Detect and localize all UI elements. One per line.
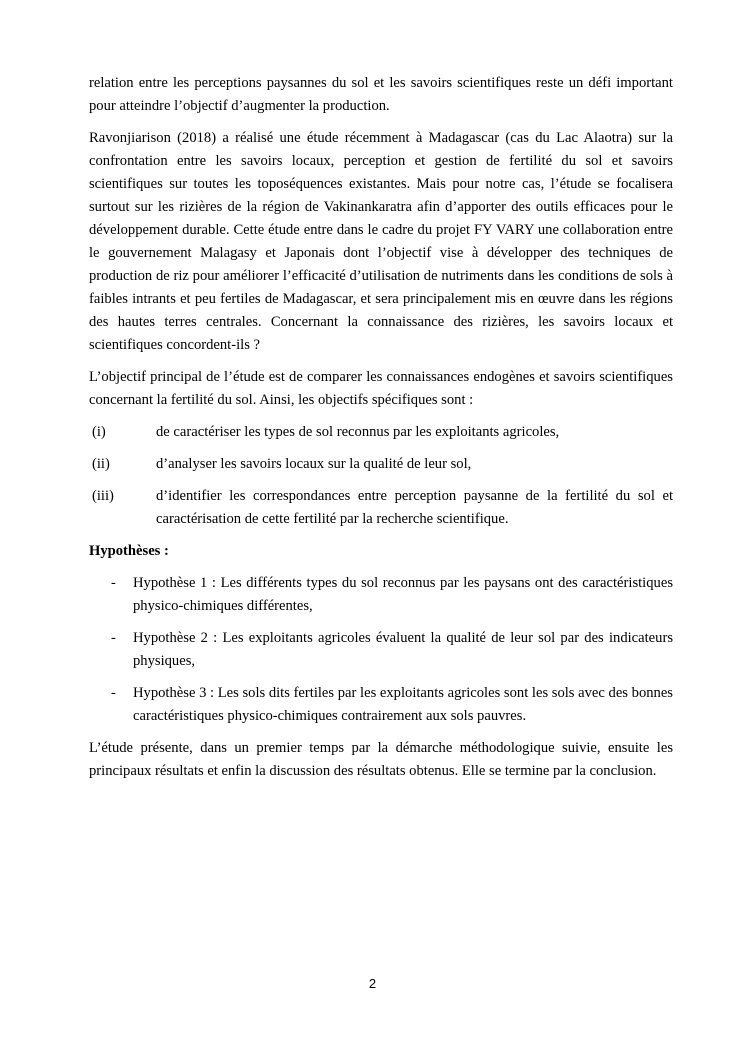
objective-number: (i) [92,424,106,440]
objective-text: d’identifier les correspondances entre perception paysanne de la fertilité du sol et caractérisation de cette fertilité par la recherche scientifique. [156,488,673,527]
objective-text: d’analyser les savoirs locaux sur la qualité de leur sol, [156,456,472,472]
hypothesis-text: Hypothèse 3 : Les sols dits fertiles par les exploitants agricoles sont les sols avec des bonnes caractéristiques physico-chimiques contrairement aux sols pauvres. [133,685,673,724]
list-dash: - [111,630,116,646]
hypothesis-item [89,627,673,673]
hypothesis-text: Hypothèse 2 : Les exploitants agricoles évaluent la qualité de leur sol par des indicateurs physiques, [133,630,673,669]
hypothesis-text: Hypothèse 1 : Les différents types du sol reconnus par les paysans ont des caractéristiques physico-chimiques différentes, [133,575,673,614]
hypothesis-item [89,572,673,618]
paragraph-conclusion: L’étude présente, dans un premier temps par la démarche méthodologique suivie, ensuite les principaux résultats et enfin la discussion des résultats obtenus. Elle se termine par la conclusion. [89,740,673,779]
paragraph-ravonjiarison: Ravonjiarison (2018) a réalisé une étude récemment à Madagascar (cas du Lac Alaotra) sur la confrontation entre les savoirs locaux, perception et gestion de fertilité du sol et savoirs scientifiques sur toutes les toposéquences existantes. Mais pour notre cas, l’étude se focalisera surtout sur les rizières de la région de Vakinankaratra afin d’apporter des outils efficaces pour le développement durable. Cette étude entre dans le cadre du projet FY VARY une collaboration entre le gouvernement Malagasy et Japonais dont l’objectif vise à développer des techniques de production de riz pour améliorer l’efficacité d’utilisation de nutriments dans les conditions de sols à faibles intrants et peu fertiles de Madagascar, et sera principalement mis en œuvre dans les régions des hautes terres centrales. Concernant la connaissance des rizières, les savoirs locaux et scientifiques concordent-ils ? [89,130,673,353]
paragraph-intro-continuation: relation entre les perceptions paysannes du sol et les savoirs scientifiques reste un défi important pour atteindre l’objectif d’augmenter la production. [89,75,673,114]
paragraph-objective: L’objectif principal de l’étude est de comparer les connaissances endogènes et savoirs scientifiques concernant la fertilité du sol. Ainsi, les objectifs spécifiques sont : [89,369,673,408]
list-dash: - [111,685,116,701]
objectives-list [89,421,673,531]
hypotheses-list [89,572,673,728]
hypotheses-heading: Hypothèses : [89,543,169,559]
objective-item [89,421,673,444]
hypothesis-item [89,682,673,728]
objective-item [89,485,673,531]
document-page [89,72,673,792]
objective-item [89,453,673,476]
page-number: 2 [368,976,377,991]
objective-number: (iii) [92,488,114,504]
list-dash: - [111,575,116,591]
objective-number: (ii) [92,456,110,472]
objective-text: de caractériser les types de sol reconnus par les exploitants agricoles, [156,424,560,440]
